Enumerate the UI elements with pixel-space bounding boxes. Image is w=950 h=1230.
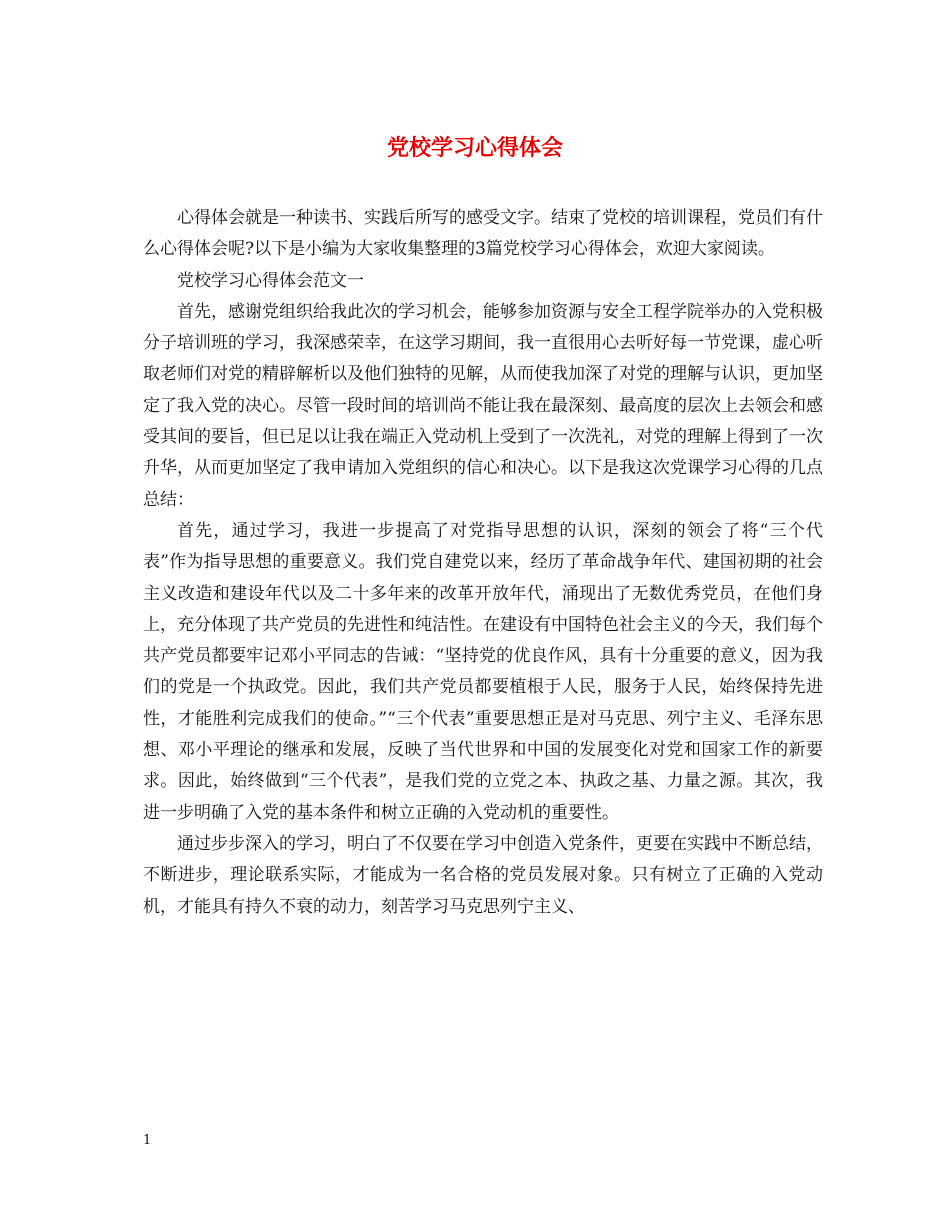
section-heading: 党校学习心得体会范文一 [177,270,364,291]
body-paragraph: 通过步步深入的学习，明白了不仅要在学习中创造入党条件，更要在实践中不断总结，不断进步，理论联系实际，才能成为一名合格的党员发展对象。只有树立了正确的入党动机，才能具有持久不衰的动力，刻苦学习马克思列宁主义、 [143,833,823,917]
document-title: 党校学习心得体会 [386,135,563,161]
intro-paragraph: 心得体会就是一种读书、实践后所写的感受文字。结束了党校的培训课程，党员们有什么心得体会呢?以下是小编为大家收集整理的3篇党校学习心得体会，欢迎大家阅读。 [143,208,823,260]
page-number: 1 [143,1133,152,1148]
body-paragraph: 首先，通过学习，我进一步提高了对党指导思想的认识，深刻的领会了将“三个代表”作为指导思想的重要意义。我们党自建党以来，经历了革命战争年代、建国初期的社会主义改造和建设年代以及二十多年来的改革开放年代，涌现出了无数优秀党员，在他们身上，充分体现了共产党员的先进性和纯洁性。在建设有中国特色社会主义的今天，我们每个共产党员都要牢记邓小平同志的告诫：“坚持党的优良作风，具有十分重要的意义，因为我们的党是一个执政党。因此，我们共产党员都要植根于人民，服务于人民，始终保持先进性，才能胜利完成我们的使命。”“三个代表”重要思想正是对马克思、列宁主义、毛泽东思想、邓小平理论的继承和发展，反映了当代世界和中国的发展变化对党和国家工作的新要求。因此，始终做到“三个代表”，是我们党的立党之本、执政之基、力量之源。其次，我进一步明确了入党的基本条件和树立正确的入党动机的重要性。 [143,520,823,823]
document-body [143,203,823,923]
body-paragraph: 首先，感谢党组织给我此次的学习机会，能够参加资源与安全工程学院举办的入党积极分子培训班的学习，我深感荣幸，在这学习期间，我一直很用心去听好每一节党课，虚心听取老师们对党的精辟解析以及他们独特的见解，从而使我加深了对党的理解与认识，更加坚定了我入党的决心。尽管一段时间的培训尚不能让我在最深刻、最高度的层次上去领会和感受其间的要旨，但已足以让我在端正入党动机上受到了一次洗礼，对党的理解上得到了一次升华，从而更加坚定了我申请加入党组织的信心和决心。以下是我这次党课学习心得的几点总结： [143,301,823,510]
